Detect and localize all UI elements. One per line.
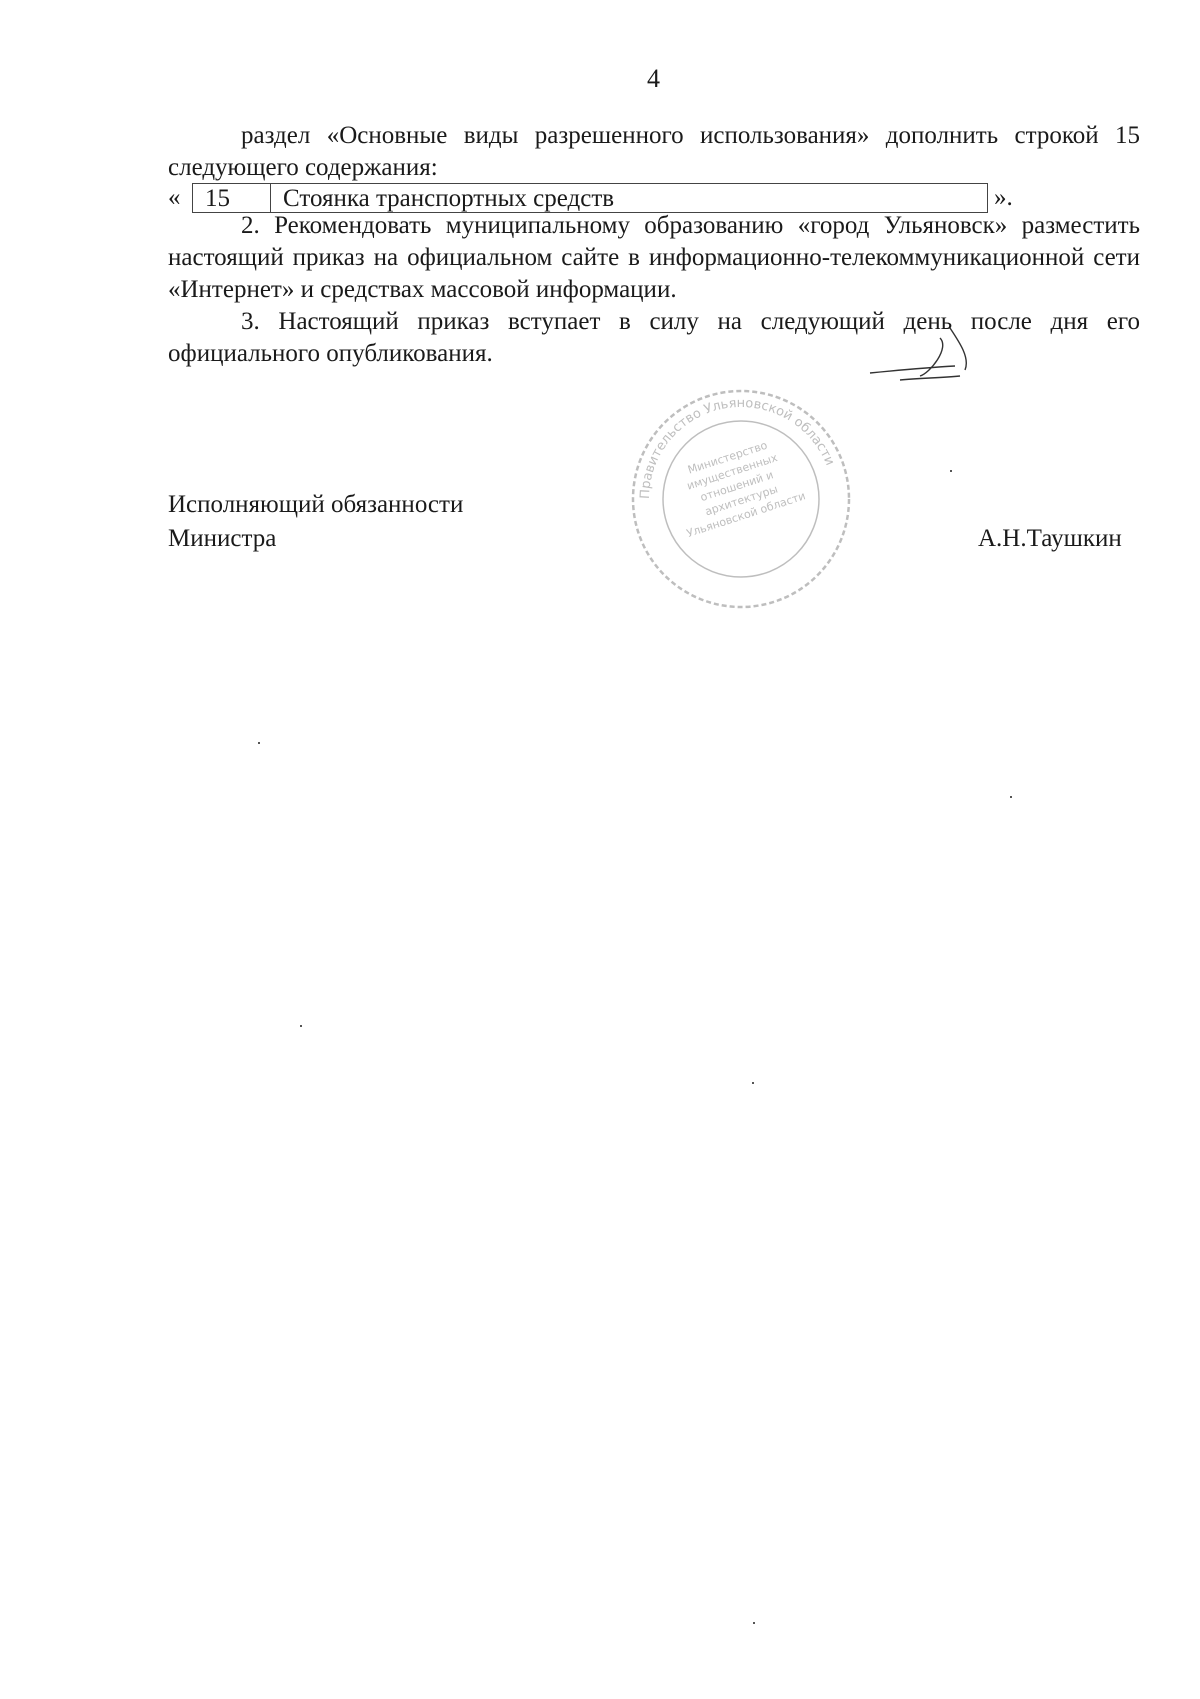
scan-speck [258, 742, 260, 744]
signatory-position [168, 488, 463, 556]
official-seal [628, 386, 854, 612]
paragraph-amendment [168, 120, 1140, 184]
scan-speck [950, 470, 952, 472]
signature [860, 318, 1010, 388]
page-number: 4 [647, 64, 660, 93]
table-cell-name: Стоянка транспортных средств [270, 183, 988, 213]
scan-speck [1010, 796, 1012, 798]
quote-open: « [168, 184, 181, 211]
scan-speck [752, 1082, 754, 1084]
paragraph-recommendation-text: 2. Рекомендовать муниципальному образованию «город Ульяновск» разместить настоящий приказ на официальном сайте в информационно-телекоммуникационной сети «Интернет» и средствах массовой информации. [168, 212, 1140, 303]
scan-speck [300, 1025, 302, 1027]
signatory-position-line-2: Министра [168, 525, 277, 552]
signatory-position-line-1: Исполняющий обязанности [168, 491, 464, 518]
paragraph-recommendation [168, 210, 1140, 306]
table-cell-number: 15 [192, 183, 270, 213]
seal-outer-text: Правительство Ульяновской области [637, 395, 838, 500]
paragraph-effective-date-text: 3. Настоящий приказ вступает в силу на следующий день после дня его официального опубликования. [168, 308, 1140, 367]
seal-inner-text: Министерство имущественных отношений и архитектуры Ульяновской области [685, 438, 808, 541]
quote-close: ». [994, 184, 1013, 211]
paragraph-amendment-text: раздел «Основные виды разрешенного использования» дополнить строкой 15 следующего содержания: [168, 122, 1140, 181]
scan-speck [753, 1622, 755, 1624]
signatory-name: А.Н.Таушкин [978, 525, 1122, 552]
